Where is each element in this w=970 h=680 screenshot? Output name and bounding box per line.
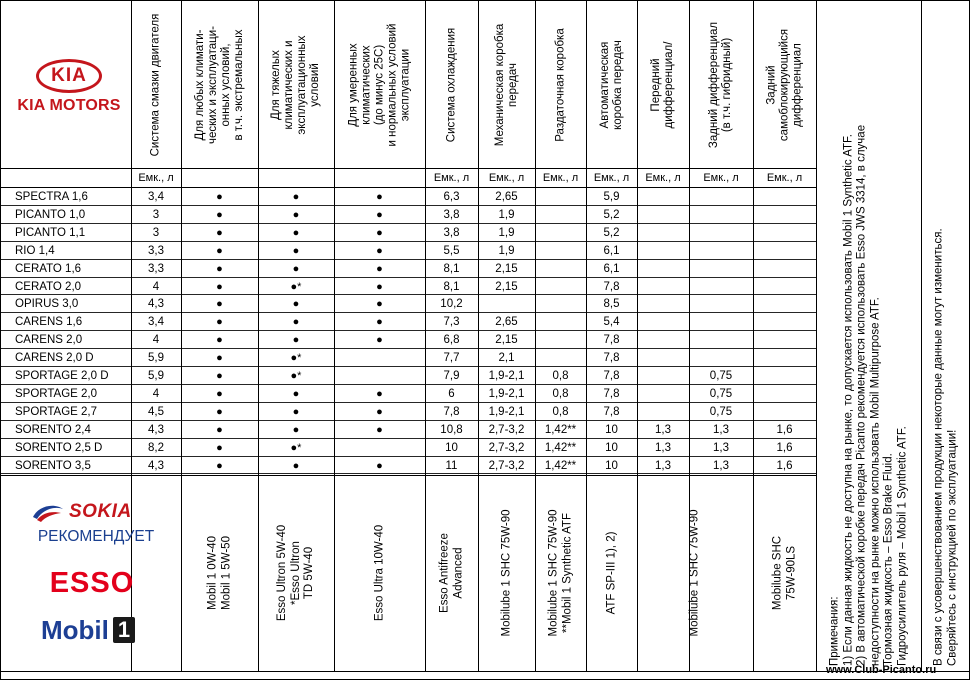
model-name: CARENS 1,6 bbox=[15, 316, 83, 329]
cell-cool: 6,8 bbox=[443, 334, 460, 347]
table-row bbox=[1, 331, 816, 349]
cell-at: 5,2 bbox=[603, 226, 620, 239]
model-name: CARENS 2,0 D bbox=[15, 352, 94, 365]
kia-logo: KIA bbox=[36, 59, 102, 93]
model-name: SPORTAGE 2,7 bbox=[15, 405, 98, 418]
product-transfer-case: Mobilube 1 SHC 75W-90 **Mobil 1 Synthetic ATF bbox=[547, 509, 573, 637]
cell-cool: 7,3 bbox=[443, 316, 460, 329]
cell-d2: ● bbox=[292, 334, 300, 347]
cell-d1: ● bbox=[216, 459, 223, 472]
cell-c1: 4 bbox=[152, 334, 160, 347]
product-rear-lsd: Mobilube SHC 75W-90LS bbox=[771, 535, 797, 611]
model-name: SPORTAGE 2,0 bbox=[15, 387, 98, 400]
cell-c1: 4 bbox=[152, 280, 160, 293]
cell-d1: ● bbox=[216, 352, 223, 365]
model-name: SORENTO 2,5 D bbox=[15, 441, 103, 454]
cell-d3: ● bbox=[376, 280, 383, 293]
cell-mt: 1,9 bbox=[498, 208, 515, 221]
cell-d1: ● bbox=[216, 226, 223, 239]
cell-tc: 0,8 bbox=[552, 370, 569, 382]
watermark-url: www.Club-Picanto.ru bbox=[826, 664, 937, 676]
product-heavy-conditions: Esso Ultron 5W-40 *Esso Ultron TD 5W-40 bbox=[275, 524, 315, 622]
cell-c1: 5,9 bbox=[148, 352, 164, 365]
cell-d2: ● bbox=[292, 208, 300, 221]
product-moderate-conditions: Esso Ultra 10W-40 bbox=[372, 524, 385, 622]
cell-at: 10 bbox=[605, 459, 618, 472]
cell-d1: ● bbox=[216, 334, 223, 347]
table-row bbox=[1, 206, 816, 224]
cell-d3: ● bbox=[376, 316, 383, 329]
cell-cool: 5,5 bbox=[443, 244, 460, 257]
cell-at: 6,1 bbox=[603, 262, 620, 275]
cell-at: 10 bbox=[605, 423, 618, 436]
esso-logo: ESSO bbox=[49, 567, 135, 599]
cell-cool: 7,7 bbox=[443, 352, 460, 365]
cell-rd: 1,3 bbox=[713, 459, 729, 472]
cell-mt: 1,9-2,1 bbox=[488, 370, 525, 382]
cell-at: 7,8 bbox=[603, 405, 620, 418]
cell-lsd: 1,6 bbox=[776, 459, 793, 472]
table-row bbox=[1, 295, 816, 313]
sokia-swirl-icon bbox=[31, 503, 65, 523]
table-row bbox=[1, 260, 816, 278]
cell-lsd: 1,6 bbox=[776, 441, 793, 454]
cell-d1: ● bbox=[216, 208, 223, 221]
cell-cool: 8,1 bbox=[443, 262, 460, 275]
cell-d1: ● bbox=[216, 405, 223, 418]
table-row bbox=[1, 367, 816, 385]
cell-rd: 1,3 bbox=[713, 423, 729, 436]
cell-d1: ● bbox=[216, 370, 223, 382]
cell-c1: 3,3 bbox=[148, 244, 164, 257]
cell-d1: ● bbox=[216, 441, 223, 454]
cell-cool: 6 bbox=[448, 387, 455, 400]
cell-mt: 2,65 bbox=[495, 316, 518, 329]
cell-at: 7,8 bbox=[603, 280, 620, 293]
cell-d3: ● bbox=[376, 244, 383, 257]
capacity-label: Емк., л bbox=[645, 172, 681, 184]
cell-c1: 3 bbox=[152, 226, 160, 239]
header-front-differential: Передний дифференциал/ bbox=[650, 41, 675, 128]
cell-mt: 2,7-3,2 bbox=[488, 459, 525, 472]
table-row bbox=[1, 385, 816, 403]
cell-at: 7,8 bbox=[603, 334, 620, 347]
cell-mt: 2,7-3,2 bbox=[488, 441, 525, 454]
header-moderate-conditions: Для умеренных климатических (до минус 25С) и нормальных условий эксплуатации bbox=[347, 23, 411, 146]
cell-c1: 4 bbox=[152, 387, 160, 400]
cell-d1: ● bbox=[216, 316, 223, 329]
cell-d3: ● bbox=[376, 262, 383, 275]
cell-d2: ● bbox=[292, 226, 300, 239]
cell-d1: ● bbox=[216, 387, 223, 400]
cell-mt: 2,15 bbox=[495, 280, 518, 293]
product-differential: Mobilube 1 SHC 75W-90 bbox=[688, 509, 701, 637]
cell-cool: 6,3 bbox=[443, 191, 460, 203]
cell-mt: 1,9 bbox=[498, 226, 515, 239]
table-row bbox=[1, 188, 816, 206]
cell-at: 5,2 bbox=[603, 208, 620, 221]
model-name: CERATO 1,6 bbox=[15, 262, 82, 275]
cell-mt: 2,65 bbox=[495, 191, 518, 203]
cell-cool: 10,2 bbox=[440, 298, 463, 311]
cell-cool: 10,8 bbox=[440, 423, 463, 436]
header-cooling: Система охлаждения bbox=[445, 27, 457, 142]
capacity-label: Емк., л bbox=[433, 172, 470, 184]
table-row bbox=[1, 313, 816, 331]
cell-at: 7,8 bbox=[603, 370, 620, 382]
cell-d3: ● bbox=[376, 459, 383, 472]
cell-d3: ● bbox=[376, 191, 383, 203]
cell-d2: ● bbox=[292, 387, 300, 400]
cell-rd: 0,75 bbox=[709, 405, 733, 418]
cell-c1: 3,4 bbox=[148, 191, 164, 203]
cell-tc: 1,42** bbox=[544, 441, 577, 454]
header-heavy-conditions: Для тяжелых климатических и эксплуатационных условий bbox=[270, 34, 321, 135]
model-name: CARENS 2,0 bbox=[15, 334, 83, 347]
model-name: SORENTO 2,4 bbox=[15, 423, 91, 436]
cell-d1: ● bbox=[216, 244, 223, 257]
cell-d2: ● bbox=[292, 459, 300, 472]
cell-d2: ● bbox=[292, 298, 300, 311]
capacity-label: Емк., л bbox=[703, 172, 739, 184]
cell-at: 8,5 bbox=[603, 298, 620, 311]
cell-at: 5,4 bbox=[603, 316, 620, 329]
cell-cool: 3,8 bbox=[443, 226, 460, 239]
cell-d2: ●* bbox=[290, 280, 302, 293]
header-rear-lsd: Задний самоблокирующийся дифференциал bbox=[765, 28, 803, 141]
cell-mt: 2,15 bbox=[495, 262, 518, 275]
model-name: SPORTAGE 2,0 D bbox=[15, 370, 109, 382]
cell-mt: 2,15 bbox=[495, 334, 518, 347]
notes-panel: Примечания: 1) Если данная жидкость не доступна на рынке, то допускается использовать Mobil 1 Synthetic ATF. 2) В автоматической коробке передач Picanto рекомендуется использовать Esso JWS 3314, в случае недоступности на рынке можно использовать Mobil Multipurpose ATF. Тормозная жидкость – Esso Brake Fluid. Гидроусилитель руля – Mobil 1 Synthetic ATF. bbox=[828, 124, 908, 666]
sokia-logo: SOKIA bbox=[27, 501, 167, 525]
header-automatic-gearbox: Автоматическая коробка передач bbox=[598, 39, 624, 130]
cell-d1: ● bbox=[216, 298, 223, 311]
capacity-label: Емк., л bbox=[138, 172, 174, 184]
recommends-label: РЕКОМЕНДУЕТ bbox=[37, 528, 155, 545]
table-row bbox=[1, 403, 816, 421]
cell-mt: 2,1 bbox=[498, 352, 515, 365]
cell-at: 10 bbox=[605, 441, 618, 454]
cell-cool: 3,8 bbox=[443, 208, 460, 221]
cell-tc: 0,8 bbox=[552, 387, 569, 400]
capacity-label: Емк., л bbox=[542, 172, 579, 184]
header-engine-lubrication: Система смазки двигателя bbox=[149, 13, 162, 156]
cell-c1: 5,9 bbox=[148, 370, 164, 382]
cell-lsd: 1,6 bbox=[776, 423, 793, 436]
cell-d1: ● bbox=[216, 280, 223, 293]
cell-rd: 0,75 bbox=[709, 387, 733, 400]
cell-c1: 4,3 bbox=[148, 298, 164, 311]
cell-fd: 1,3 bbox=[655, 459, 671, 472]
cell-d1: ● bbox=[216, 191, 223, 203]
cell-d2: ●* bbox=[290, 352, 302, 365]
cell-d3: ● bbox=[376, 226, 383, 239]
cell-d2: ● bbox=[292, 262, 300, 275]
cell-cool: 7,9 bbox=[443, 370, 460, 382]
cell-d3: ● bbox=[376, 387, 383, 400]
cell-d2: ● bbox=[292, 405, 300, 418]
cell-at: 5,9 bbox=[603, 191, 620, 203]
model-name: OPIRUS 3,0 bbox=[15, 298, 79, 311]
header-transfer-case: Раздаточная коробка bbox=[554, 27, 566, 142]
cell-c1: 4,5 bbox=[148, 405, 164, 418]
mobil-1-logo: Mobil 1 bbox=[41, 615, 135, 646]
model-name: CERATO 2,0 bbox=[15, 280, 82, 293]
cell-rd: 0,75 bbox=[709, 370, 733, 382]
cell-d2: ● bbox=[292, 423, 300, 436]
cell-cool: 7,8 bbox=[443, 405, 460, 418]
cell-d1: ● bbox=[216, 423, 223, 436]
cell-mt: 1,9-2,1 bbox=[488, 405, 525, 418]
cell-d2: ●* bbox=[290, 370, 302, 382]
table-row bbox=[1, 224, 816, 242]
cell-c1: 8,2 bbox=[148, 441, 164, 454]
table-row bbox=[1, 439, 816, 457]
cell-tc: 1,42** bbox=[544, 459, 577, 472]
divider bbox=[1, 671, 970, 672]
table-row bbox=[1, 278, 816, 296]
cell-d3: ● bbox=[376, 334, 383, 347]
cell-d2: ● bbox=[292, 191, 300, 203]
table-row bbox=[1, 421, 816, 439]
table-row bbox=[1, 349, 816, 367]
cell-d3: ● bbox=[376, 423, 383, 436]
cell-cool: 11 bbox=[445, 459, 458, 472]
cell-fd: 1,3 bbox=[655, 423, 671, 436]
model-name: PICANTO 1,1 bbox=[15, 226, 86, 239]
table-row bbox=[1, 457, 816, 475]
capacity-label: Емк., л bbox=[593, 172, 630, 184]
model-name: RIO 1,4 bbox=[15, 244, 55, 257]
cell-c1: 3,3 bbox=[148, 262, 164, 275]
cell-mt: 1,9-2,1 bbox=[488, 387, 525, 400]
product-automatic-gearbox: ATF SP-III 1), 2) bbox=[604, 531, 617, 615]
cell-c1: 3 bbox=[152, 208, 160, 221]
header-rear-differential: Задний дифференциал (в т.ч. гибридный) bbox=[708, 21, 733, 148]
cell-c1: 3,4 bbox=[148, 316, 164, 329]
cell-d3: ● bbox=[376, 208, 383, 221]
update-notice: В связи с усовершенствованием продукции некоторые данные могут измениться. Сверяйтесь с инструкцией по эксплуатации! bbox=[932, 228, 958, 666]
product-any-conditions: Mobil 1 0W-40 Mobil 1 5W-50 bbox=[206, 536, 232, 610]
cell-d2: ● bbox=[292, 244, 300, 257]
cell-cool: 8,1 bbox=[443, 280, 460, 293]
model-name: PICANTO 1,0 bbox=[15, 208, 86, 221]
cell-tc: 1,42** bbox=[544, 423, 577, 436]
cell-mt: 2,7-3,2 bbox=[488, 423, 525, 436]
cell-d2: ●* bbox=[290, 441, 302, 454]
cell-at: 7,8 bbox=[603, 352, 620, 365]
kia-motors-wordmark: KIA MOTORS bbox=[17, 97, 121, 114]
cell-c1: 4,3 bbox=[148, 459, 164, 472]
cell-d1: ● bbox=[216, 262, 223, 275]
cell-fd: 1,3 bbox=[655, 441, 671, 454]
capacity-label: Емк., л bbox=[488, 172, 525, 184]
cell-d3: ● bbox=[376, 298, 383, 311]
header-any-conditions: Для любых климати- ческих и эксплуатаци- онных условий, в т.ч. экстремальных bbox=[193, 25, 245, 144]
product-manual-gearbox: Mobilube 1 SHC 75W-90 bbox=[499, 509, 512, 637]
capacity-label: Емк., л bbox=[766, 172, 803, 184]
table-row bbox=[1, 242, 816, 260]
cell-cool: 10 bbox=[445, 441, 458, 454]
cell-mt: 1,9 bbox=[498, 244, 515, 257]
cell-at: 7,8 bbox=[603, 387, 620, 400]
cell-at: 6,1 bbox=[603, 244, 620, 257]
cell-c1: 4,3 bbox=[148, 423, 164, 436]
model-name: SPECTRA 1,6 bbox=[15, 191, 88, 203]
cell-rd: 1,3 bbox=[713, 441, 729, 454]
cell-d2: ● bbox=[292, 316, 300, 329]
model-name: SORENTO 3,5 bbox=[15, 459, 91, 472]
header-manual-gearbox: Механическая коробка передач bbox=[493, 23, 519, 146]
product-cooling: Esso Antifreeze Advanced bbox=[438, 533, 464, 613]
cell-tc: 0,8 bbox=[552, 405, 569, 418]
cell-d3: ● bbox=[376, 405, 383, 418]
